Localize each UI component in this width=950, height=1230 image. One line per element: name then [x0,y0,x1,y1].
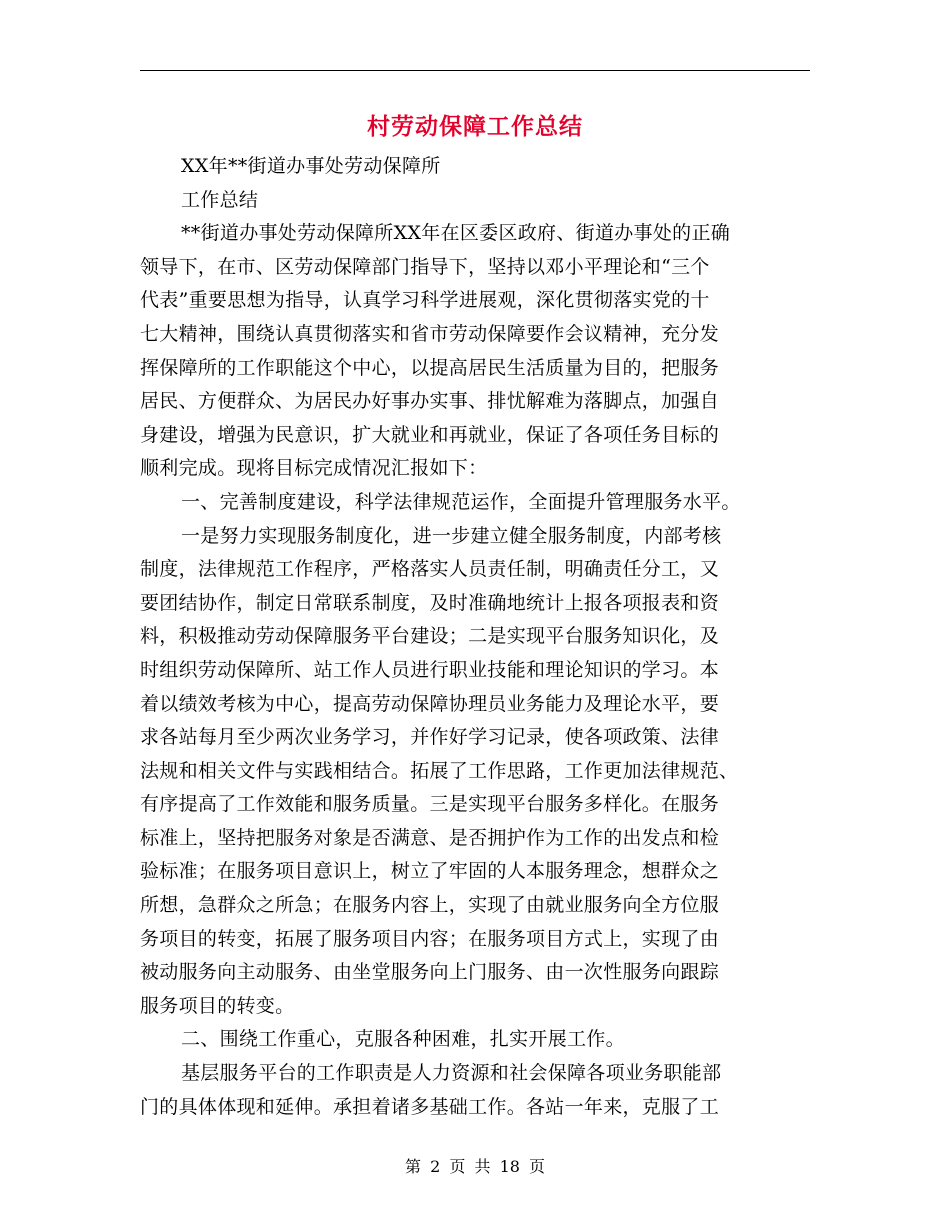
text-line: 务项目的转变，拓展了服务项目内容；在服务项目方式上，实现了由 [140,927,720,950]
text-line: 居民、方便群众、为居民办好事办实事、排忧解难为落脚点，加强自 [140,390,720,413]
text-line: 服务项目的转变。 [140,994,295,1017]
text-line: 求各站每月至少两次业务学习，并作好学习记录，使各项政策、法律 [140,726,720,749]
header-rule [140,70,810,71]
footer-prefix: 第 [404,1157,421,1176]
document-title: 村劳动保障工作总结 [367,113,583,140]
text-line: 顺利完成。现将目标完成情况汇报如下： [140,457,488,480]
text-line: 标准上，坚持把服务对象是否满意、是否拥护作为工作的出发点和检 [140,826,720,849]
text-line: 门的具体体现和延伸。承担着诸多基础工作。各站一年来，克服了工 [140,1095,720,1118]
footer-page-label: 页 [449,1157,466,1176]
text-line: 验标准；在服务项目意识上，树立了牢固的人本服务理念，想群众之 [140,860,720,883]
text-line: 身建设，增强为民意识，扩大就业和再就业，保证了各项任务目标的 [140,423,720,446]
text-line: 二、围绕工作重心，克服各种困难，扎实开展工作。 [181,1028,625,1051]
text-line: 法规和相关文件与实践相结合。拓展了工作思路，工作更加法律规范、 [140,759,739,782]
text-line: 一是努力实现服务制度化，进一步建立健全服务制度，内部考核 [181,524,722,547]
text-line: 时组织劳动保障所、站工作人员进行职业技能和理论知识的学习。本 [140,658,720,681]
text-line: 被动服务向主动服务、由坐堂服务向上门服务、由一次性服务向跟踪 [140,961,720,984]
footer-suffix: 页 [529,1157,546,1176]
text-line: 所想，急群众之所急；在服务内容上，实现了由就业服务向全方位服 [140,894,720,917]
text-line: 基层服务平台的工作职责是人力资源和社会保障各项业务职能部 [181,1062,722,1085]
text-line: 工作总结 [181,188,259,211]
text-line: XX年**街道办事处劳动保障所 [181,155,441,177]
page-footer [0,1154,950,1177]
text-line: 领导下，在市、区劳动保障部门指导下，坚持以邓小平理论和“三个 [140,255,710,278]
text-line: 要团结协作，制定日常联系制度，及时准确地统计上报各项报表和资 [140,591,720,614]
text-line: 七大精神，围绕认真贯彻落实和省市劳动保障要作会议精神，充分发 [140,322,720,345]
text-line: 有序提高了工作效能和服务质量。三是实现平台服务多样化。在服务 [140,793,720,816]
text-line: 代表”重要思想为指导，认真学习科学进展观，深化贯彻落实党的十 [140,289,710,312]
footer-total-pages: 18 [499,1157,520,1176]
text-line: **街道办事处劳动保障所XX年在区委区政府、街道办事处的正确 [181,222,731,245]
document-body [140,150,810,1124]
text-line: 制度，法律规范工作程序，严格落实人员责任制，明确责任分工，又 [140,558,720,581]
text-line: 一、完善制度建设，科学法律规范运作，全面提升管理服务水平。 [181,490,741,513]
footer-page-number: 2 [430,1157,441,1176]
text-line: 挥保障所的工作职能这个中心，以提高居民生活质量为目的，把服务 [140,356,720,379]
text-line: 料，积极推动劳动保障服务平台建设；二是实现平台服务知识化，及 [140,625,720,648]
footer-total-label: 共 [474,1157,491,1176]
text-line: 着以绩效考核为中心，提高劳动保障协理员业务能力及理论水平，要 [140,692,720,715]
